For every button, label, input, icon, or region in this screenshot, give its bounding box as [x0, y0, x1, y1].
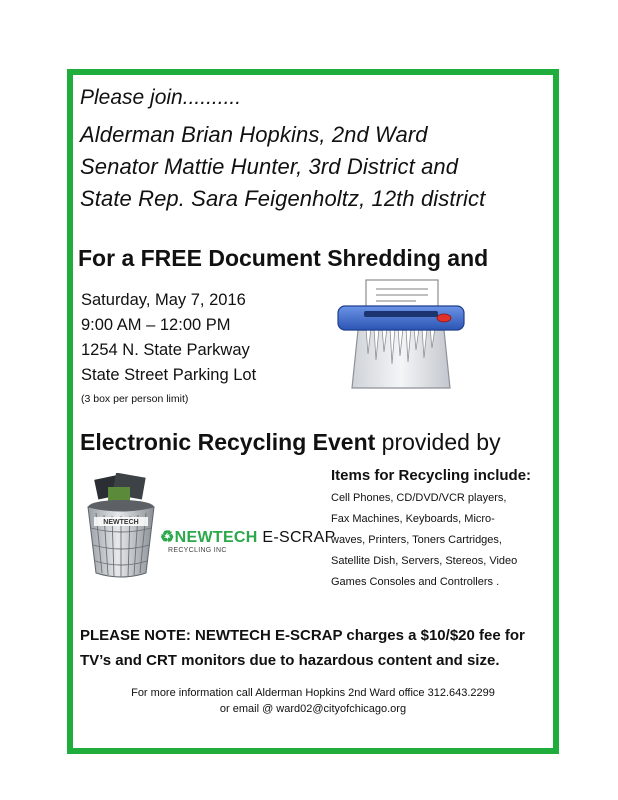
event-headline: For a FREE Document Shredding and — [78, 245, 489, 271]
fee-note: TV’s and CRT monitors due to hazardous content and size. — [80, 652, 500, 669]
contact-phone: For more information call Alderman Hopkins 2nd Ward office 312.643.2299 — [131, 687, 495, 699]
items-line: Satellite Dish, Servers, Stereos, Video — [331, 555, 518, 567]
intro-text: Please join.......... — [80, 86, 242, 109]
recycling-heading: Electronic Recycling Event provided by — [80, 429, 501, 455]
items-line: Games Consoles and Controllers . — [331, 576, 500, 588]
event-location: State Street Parking Lot — [81, 366, 257, 384]
host-line: Alderman Brian Hopkins, 2nd Ward — [80, 122, 428, 147]
box-limit-note: (3 box per person limit) — [81, 393, 189, 405]
items-line: Cell Phones, CD/DVD/VCR players, — [331, 492, 507, 504]
items-line: Fax Machines, Keyboards, Micro- — [331, 513, 495, 525]
event-address: 1254 N. State Parkway — [81, 341, 250, 359]
logo-subtitle: RECYCLING INC — [168, 547, 227, 554]
host-line: Senator Mattie Hunter, 3rd District and — [80, 154, 459, 179]
bin-label: NEWTECH — [103, 519, 139, 526]
items-line: waves, Printers, Toners Cartridges, — [331, 534, 502, 546]
host-line: State Rep. Sara Feigenholtz, 12th district — [80, 186, 486, 211]
shredder-icon — [336, 278, 466, 396]
recycling-bin-icon — [84, 473, 158, 581]
newtech-logo: ♻NEWTECH E-SCRAP — [160, 529, 336, 546]
recycle-icon: ♻ — [160, 529, 175, 546]
event-date: Saturday, May 7, 2016 — [81, 291, 246, 309]
fee-note: PLEASE NOTE: NEWTECH E-SCRAP charges a $10/$20 fee for — [80, 627, 525, 644]
contact-email: or email @ ward02@cityofchicago.org — [219, 703, 407, 715]
event-time: 9:00 AM – 12:00 PM — [81, 316, 231, 334]
items-heading: Items for Recycling include: — [331, 467, 532, 484]
